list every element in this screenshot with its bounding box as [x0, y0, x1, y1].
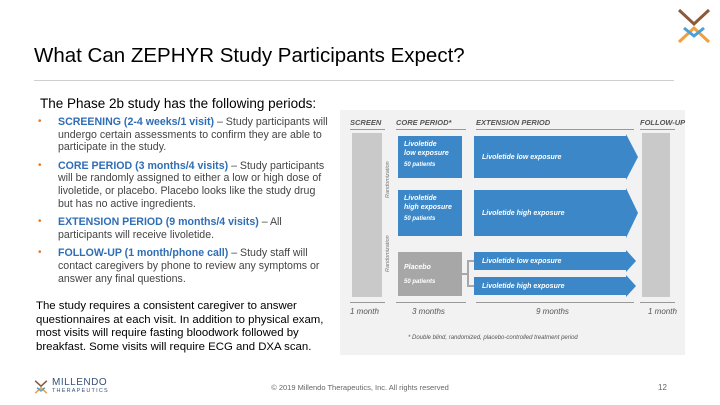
header-divider: [396, 129, 466, 130]
arm-patients: 50 patients: [404, 216, 436, 222]
extension-arm: Livoletide low exposure: [474, 252, 626, 270]
diagram-footnote: * Double blind, randomized, placebo-controlled treatment period: [408, 335, 578, 341]
bullet-icon: •: [38, 159, 42, 171]
bullet-icon: •: [38, 216, 42, 228]
arrow-right-icon: [626, 275, 636, 297]
arrow-right-icon: [626, 134, 638, 180]
period-detail: (1 month/phone call): [121, 247, 229, 260]
millendo-logo-icon: [676, 6, 712, 46]
period-text: – Study participants will undergo certain assessments to confirm they are able to participate in the study.: [58, 116, 328, 154]
duration-divider: [396, 302, 466, 303]
period-heading: CORE PERIOD: [58, 159, 133, 172]
duration-followup: 1 month: [648, 307, 677, 316]
period-heading: EXTENSION PERIOD: [58, 216, 163, 229]
period-text: – Study participants will be randomly assigned to either a low or high dose of livoletide, or placebo. Placebo looks like the study drug but has no active ingredients.: [58, 159, 325, 210]
period-list: [38, 116, 330, 291]
core-arm-high: [398, 190, 462, 236]
arm-patients: 50 patients: [404, 162, 436, 168]
period-heading: FOLLOW-UP: [58, 247, 122, 260]
footer-company-sub: THERAPEUTICS: [52, 388, 109, 394]
period-detail: (9 months/4 visits): [162, 216, 259, 229]
title-divider: [34, 80, 674, 81]
period-text: – Study staff will contact caregivers by phone to review any symptoms or answer any final questions.: [58, 247, 320, 285]
arm-label: high exposure: [404, 204, 452, 211]
arm-label: Livoletide: [404, 141, 437, 148]
randomization-label: Randomization: [385, 235, 391, 272]
closing-paragraph: The study requires a consistent caregiver to answer questionnaires at each visit. In addition to physical exam, most visits will require fasting bloodwork followed by breakfast. Some visits will require ECG and DXA scan.: [36, 300, 324, 353]
core-arm-low: [398, 136, 462, 178]
list-item: [38, 247, 330, 285]
bullet-icon: •: [38, 116, 42, 127]
list-item: [38, 160, 330, 210]
arm-patients: 50 patients: [404, 279, 436, 285]
header-divider: [476, 129, 634, 130]
randomization-label: Randomization: [385, 161, 391, 198]
header-extension: EXTENSION PERIOD: [476, 118, 551, 127]
arrow-right-icon: [626, 250, 636, 272]
extension-arm: Livoletide low exposure: [474, 136, 626, 178]
split-connector-icon: [462, 252, 474, 296]
arm-label: Placebo: [404, 264, 431, 271]
duration-core: 3 months: [412, 307, 445, 316]
list-item: [38, 216, 330, 241]
list-item: [38, 116, 330, 154]
header-followup: FOLLOW-UP: [640, 118, 686, 127]
arm-label: low exposure: [404, 150, 449, 157]
arrow-right-icon: [626, 188, 638, 238]
period-text: – All participants will receive livoletide.: [58, 216, 282, 241]
copyright-text: © 2019 Millendo Therapeutics, Inc. All rights reserved: [271, 383, 449, 392]
duration-divider: [640, 302, 675, 303]
duration-extension: 9 months: [536, 307, 569, 316]
period-detail: (2-4 weeks/1 visit): [120, 116, 215, 128]
header-divider: [640, 129, 675, 130]
bullet-icon: •: [38, 247, 42, 259]
page-title: What Can ZEPHYR Study Participants Expect?: [34, 44, 465, 67]
header-screen: SCREEN: [350, 118, 382, 127]
core-arm-placebo: [398, 252, 462, 296]
followup-period-band: [642, 133, 670, 297]
period-detail: (3 months/4 visits): [132, 159, 229, 172]
arm-label: Livoletide: [404, 195, 437, 202]
screen-period-band: [352, 133, 382, 297]
duration-divider: [350, 302, 385, 303]
header-divider: [350, 129, 385, 130]
duration-screen: 1 month: [350, 307, 379, 316]
extension-arm: Livoletide high exposure: [474, 190, 626, 236]
extension-arm: Livoletide high exposure: [474, 277, 626, 295]
period-heading: SCREENING: [58, 116, 121, 128]
intro-text: The Phase 2b study has the following periods:: [40, 96, 317, 111]
duration-divider: [476, 302, 634, 303]
page-number: 12: [658, 383, 667, 392]
footer-company-name: MILLENDO: [52, 377, 108, 388]
header-core: CORE PERIOD*: [396, 118, 452, 127]
